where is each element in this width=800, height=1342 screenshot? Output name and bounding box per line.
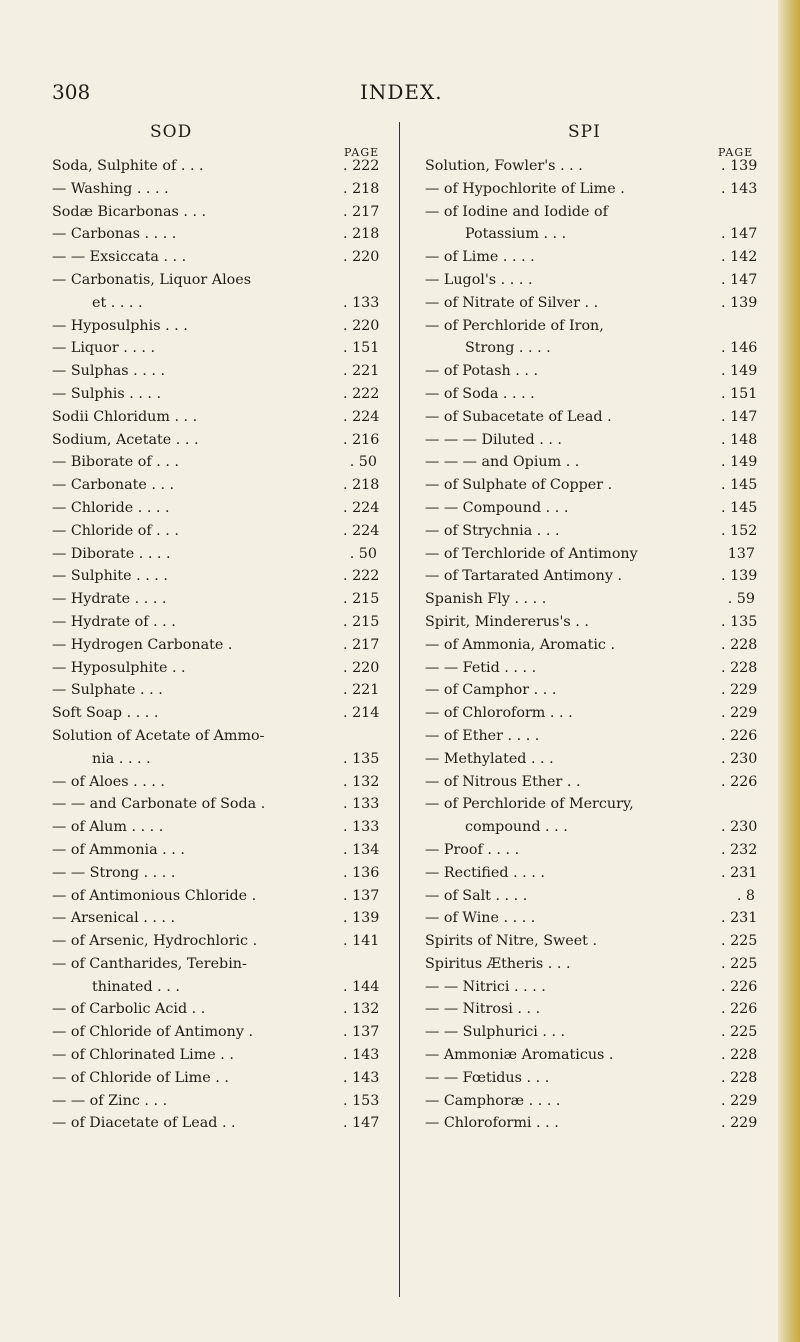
entry-page: 137 <box>727 545 755 562</box>
index-entry <box>52 223 380 246</box>
entry-page: . 147 <box>721 226 758 243</box>
entry-page: . 222 <box>343 158 380 174</box>
entry-page: . 218 <box>343 180 380 197</box>
index-entry <box>425 269 758 292</box>
entry-text: — of Nitrous Ether . . <box>425 773 581 790</box>
entry-page: . 225 <box>721 955 758 972</box>
entry-page: . 229 <box>721 705 758 722</box>
index-entry <box>425 793 755 816</box>
index-entry <box>52 907 380 930</box>
index-entry <box>52 657 380 680</box>
index-entry <box>425 930 758 953</box>
entry-page: . 218 <box>343 477 380 494</box>
column-divider <box>399 122 400 1297</box>
index-entry <box>425 178 758 201</box>
entry-text: — of Diacetate of Lead . . <box>52 1115 236 1132</box>
entry-text: nia . . . . <box>92 750 151 767</box>
entry-page: . 139 <box>721 158 758 174</box>
index-entry <box>52 565 380 588</box>
entry-page: . 59 <box>727 591 755 608</box>
index-entry <box>52 793 380 816</box>
index-entry <box>52 406 380 429</box>
entry-text: — Hydrate . . . . <box>52 591 167 608</box>
entry-text: Strong . . . . <box>465 340 551 357</box>
index-entry <box>425 588 755 611</box>
index-entry <box>425 451 758 474</box>
entry-text: — — — Diluted . . . <box>425 431 562 448</box>
entry-page: . 143 <box>343 1069 380 1086</box>
entry-page: . 132 <box>343 773 380 790</box>
index-entry <box>425 543 755 566</box>
entry-text: — Sulphis . . . . <box>52 385 162 402</box>
index-entry <box>52 269 377 292</box>
entry-text: — — Fœtidus . . . <box>425 1069 550 1086</box>
index-entry <box>425 1067 758 1090</box>
entry-page: . 228 <box>721 636 758 653</box>
entry-page: . 220 <box>343 317 380 334</box>
entry-text: — — of Zinc . . . <box>52 1092 168 1109</box>
right-page-label: PAGE <box>718 146 754 159</box>
entry-text: — of Chlorinated Lime . . <box>52 1047 234 1064</box>
entry-page: . 149 <box>721 454 758 471</box>
entry-page: . 135 <box>343 750 380 767</box>
index-entry <box>425 839 758 862</box>
index-entry <box>425 679 758 702</box>
entry-text: Spirits of Nitre, Sweet . <box>425 933 597 950</box>
index-entry <box>425 406 758 429</box>
entry-text: — — and Carbonate of Soda . <box>52 796 266 813</box>
entry-text: Solution of Acetate of Ammo- <box>52 727 265 744</box>
page-edge <box>778 0 800 1342</box>
entry-text: — of Ammonia . . . <box>52 841 185 858</box>
entry-page: . 148 <box>721 431 758 448</box>
entry-text: — of Antimonious Chloride . <box>52 887 257 904</box>
entry-page: . 225 <box>721 1024 758 1041</box>
entry-page: . 137 <box>343 887 380 904</box>
entry-page: . 137 <box>343 1024 380 1041</box>
entry-page: . 151 <box>721 385 758 402</box>
index-entry <box>52 998 380 1021</box>
index-entry <box>425 246 758 269</box>
entry-text: — Chloroformi . . . <box>425 1115 559 1132</box>
entry-page: . 139 <box>721 568 758 585</box>
entry-text: — Hyposulphite . . <box>52 659 186 676</box>
entry-text: Potassium . . . <box>465 226 567 243</box>
entry-text: — — Exsiccata . . . <box>52 249 187 266</box>
entry-page: . 133 <box>343 294 380 311</box>
index-entry <box>52 1090 380 1113</box>
entry-text: — of Arsenic, Hydrochloric . <box>52 933 258 950</box>
entry-text: — of Wine . . . . <box>425 910 536 927</box>
entry-text: — Camphoræ . . . . <box>425 1092 561 1109</box>
left-column-entries <box>52 155 380 1135</box>
entry-text: — Carbonatis, Liquor Aloes <box>52 271 252 288</box>
index-entry <box>425 497 758 520</box>
entry-page: . 220 <box>343 659 380 676</box>
entry-text: — Carbonas . . . . <box>52 226 177 243</box>
index-entry <box>52 383 380 406</box>
entry-text: — of Sulphate of Copper . <box>425 477 613 494</box>
entry-text: Sodæ Bicarbonas . . . <box>52 203 207 220</box>
index-entry <box>52 1067 380 1090</box>
index-entry <box>425 1021 758 1044</box>
index-entry <box>425 862 758 885</box>
index-entry <box>52 976 380 999</box>
index-entry <box>52 611 380 634</box>
entry-text: — Hydrate of . . . <box>52 613 176 630</box>
running-head: INDEX. <box>360 80 443 104</box>
index-entry <box>425 816 758 839</box>
entry-text: — of Ammonia, Aromatic . <box>425 636 615 653</box>
entry-text: — Diborate . . . . <box>52 545 171 562</box>
index-entry <box>52 520 380 543</box>
entry-text: — Rectified . . . . <box>425 864 545 881</box>
entry-text: — of Soda . . . . <box>425 385 535 402</box>
entry-text: — — Fetid . . . . <box>425 659 537 676</box>
index-entry <box>52 543 377 566</box>
index-entry <box>425 953 758 976</box>
entry-text: — — Compound . . . <box>425 499 569 516</box>
entry-text: — of Camphor . . . <box>425 682 557 699</box>
index-entry <box>52 360 380 383</box>
index-entry <box>52 588 380 611</box>
entry-page: . 133 <box>343 796 380 813</box>
entry-page: . 139 <box>721 294 758 311</box>
entry-text: — Sulphite . . . . <box>52 568 168 585</box>
entry-page: . 220 <box>343 249 380 266</box>
entry-text: Soda, Sulphite of . . . <box>52 158 204 174</box>
entry-text: — — Nitrosi . . . <box>425 1001 541 1018</box>
entry-text: thinated . . . <box>92 978 180 995</box>
entry-page: . 136 <box>343 864 380 881</box>
entry-text: — Chloride . . . . <box>52 499 170 516</box>
entry-page: . 133 <box>343 819 380 836</box>
entry-page: . 142 <box>721 249 758 266</box>
entry-page: . 217 <box>343 636 380 653</box>
entry-text: — of Salt . . . . <box>425 887 528 904</box>
entry-text: — Liquor . . . . <box>52 340 156 357</box>
entry-text: — Sulphate . . . <box>52 682 163 699</box>
index-entry <box>52 634 380 657</box>
entry-page: . 152 <box>721 522 758 539</box>
entry-page: . 149 <box>721 363 758 380</box>
entry-text: — Hyposulphis . . . <box>52 317 188 334</box>
index-entry <box>425 885 755 908</box>
index-entry <box>425 748 758 771</box>
left-column-heading: SOD <box>150 122 193 142</box>
index-entry <box>425 1112 758 1135</box>
entry-page: . 217 <box>343 203 380 220</box>
index-entry <box>425 1044 758 1067</box>
entry-page: . 232 <box>721 841 758 858</box>
entry-text: — of Chloride of Antimony . <box>52 1024 254 1041</box>
entry-page: . 230 <box>721 819 758 836</box>
index-entry <box>52 201 380 224</box>
index-entry <box>52 474 380 497</box>
entry-text: — of Strychnia . . . <box>425 522 560 539</box>
entry-text: Sodii Chloridum . . . <box>52 408 198 425</box>
index-entry <box>425 383 758 406</box>
entry-text: — Biborate of . . . <box>52 454 179 471</box>
entry-page: . 132 <box>343 1001 380 1018</box>
entry-page: . 224 <box>343 522 380 539</box>
entry-page: . 228 <box>721 1047 758 1064</box>
entry-text: — Hydrogen Carbonate . <box>52 636 233 653</box>
index-entry <box>52 839 380 862</box>
entry-page: . 228 <box>721 659 758 676</box>
entry-page: . 226 <box>721 1001 758 1018</box>
entry-text: Spiritus Ætheris . . . <box>425 955 571 972</box>
entry-page: . 143 <box>343 1047 380 1064</box>
index-entry <box>52 1112 380 1135</box>
entry-text: Spanish Fly . . . . <box>425 591 547 608</box>
entry-text: — Washing . . . . <box>52 180 169 197</box>
index-entry <box>425 474 758 497</box>
index-entry <box>425 201 755 224</box>
entry-page: . 222 <box>343 568 380 585</box>
entry-text: compound . . . <box>465 819 568 836</box>
entry-text: — Chloride of . . . <box>52 522 179 539</box>
entry-page: . 222 <box>343 385 380 402</box>
entry-page: . 226 <box>721 978 758 995</box>
index-entry <box>52 930 380 953</box>
entry-text: — Lugol's . . . . <box>425 271 533 288</box>
entry-page: . 224 <box>343 499 380 516</box>
entry-page: . 231 <box>721 864 758 881</box>
entry-text: Soft Soap . . . . <box>52 705 159 722</box>
entry-text: — — Strong . . . . <box>52 864 176 881</box>
entry-text: — of Lime . . . . <box>425 249 535 266</box>
entry-text: — of Cantharides, Terebin- <box>52 955 247 972</box>
entry-page: . 229 <box>721 1092 758 1109</box>
index-entry <box>52 702 380 725</box>
entry-page: . 147 <box>343 1115 380 1132</box>
index-entry <box>425 998 758 1021</box>
entry-page: . 8 <box>736 887 755 904</box>
index-entry <box>52 429 380 452</box>
entry-page: . 153 <box>343 1092 380 1109</box>
entry-text: — — Nitrici . . . . <box>425 978 546 995</box>
entry-page: . 218 <box>343 226 380 243</box>
entry-page: . 50 <box>349 545 377 562</box>
index-entry <box>52 497 380 520</box>
index-entry <box>425 315 755 338</box>
entry-page: . 221 <box>343 682 380 699</box>
index-entry <box>52 1021 380 1044</box>
entry-text: — of Hypochlorite of Lime . <box>425 180 625 197</box>
index-entry <box>52 337 380 360</box>
entry-text: et . . . . <box>92 294 143 311</box>
index-entry <box>52 292 380 315</box>
entry-text: — Methylated . . . <box>425 750 554 767</box>
index-entry <box>425 611 758 634</box>
entry-page: . 215 <box>343 613 380 630</box>
entry-text: — of Nitrate of Silver . . <box>425 294 599 311</box>
index-entry <box>425 337 758 360</box>
index-entry <box>425 725 758 748</box>
index-entry <box>52 885 380 908</box>
entry-text: — of Ether . . . . <box>425 727 540 744</box>
index-entry <box>52 816 380 839</box>
entry-text: — of Perchloride of Iron, <box>425 317 604 334</box>
entry-page: . 135 <box>721 613 758 630</box>
entry-text: — Sulphas . . . . <box>52 363 165 380</box>
entry-text: Spirit, Mindererus's . . <box>425 613 589 630</box>
right-column-entries <box>425 155 758 1135</box>
entry-page: . 144 <box>343 978 380 995</box>
index-entry <box>425 907 758 930</box>
entry-text: Sodium, Acetate . . . <box>52 431 199 448</box>
page-number: 308 <box>52 80 91 104</box>
index-entry <box>425 360 758 383</box>
entry-page: . 147 <box>721 271 758 288</box>
entry-page: . 231 <box>721 910 758 927</box>
index-entry <box>425 1090 758 1113</box>
entry-text: — of Terchloride of Antimony <box>425 545 638 562</box>
entry-text: — Carbonate . . . <box>52 477 175 494</box>
index-entry <box>425 429 758 452</box>
index-entry <box>52 246 380 269</box>
index-entry <box>425 771 758 794</box>
entry-page: . 141 <box>343 933 380 950</box>
index-entry <box>425 702 758 725</box>
entry-text: — — — and Opium . . <box>425 454 580 471</box>
index-entry <box>52 155 380 178</box>
index-entry <box>425 155 758 178</box>
index-entry <box>52 679 380 702</box>
entry-page: . 134 <box>343 841 380 858</box>
entry-page: . 225 <box>721 933 758 950</box>
entry-page: . 139 <box>343 910 380 927</box>
entry-text: — of Iodine and Iodide of <box>425 203 608 220</box>
entry-page: . 221 <box>343 363 380 380</box>
entry-page: . 145 <box>721 499 758 516</box>
entry-page: . 224 <box>343 408 380 425</box>
entry-page: . 229 <box>721 682 758 699</box>
entry-text: — of Tartarated Antimony . <box>425 568 622 585</box>
index-entry <box>425 976 758 999</box>
entry-page: . 151 <box>343 340 380 357</box>
entry-page: . 215 <box>343 591 380 608</box>
entry-page: . 230 <box>721 750 758 767</box>
entry-page: . 50 <box>349 454 377 471</box>
index-entry <box>425 223 758 246</box>
entry-text: — of Subacetate of Lead . <box>425 408 612 425</box>
index-entry <box>52 862 380 885</box>
index-entry <box>425 657 758 680</box>
index-entry <box>52 725 377 748</box>
entry-text: — of Potash . . . <box>425 363 539 380</box>
entry-text: Solution, Fowler's . . . <box>425 158 583 174</box>
index-entry <box>425 520 758 543</box>
index-entry <box>52 315 380 338</box>
index-entry <box>52 451 377 474</box>
entry-page: . 228 <box>721 1069 758 1086</box>
right-column-heading: SPI <box>568 122 601 142</box>
entry-page: . 145 <box>721 477 758 494</box>
index-entry <box>52 1044 380 1067</box>
entry-page: . 147 <box>721 408 758 425</box>
entry-text: — Proof . . . . <box>425 841 520 858</box>
entry-page: . 226 <box>721 727 758 744</box>
entry-page: . 229 <box>721 1115 758 1132</box>
entry-text: — Arsenical . . . . <box>52 910 176 927</box>
index-entry <box>425 634 758 657</box>
index-entry <box>425 292 758 315</box>
index-entry <box>52 953 377 976</box>
entry-text: — of Perchloride of Mercury, <box>425 796 634 813</box>
index-entry <box>52 771 380 794</box>
index-entry <box>52 178 380 201</box>
entry-page: . 216 <box>343 431 380 448</box>
entry-text: — of Alum . . . . <box>52 819 164 836</box>
entry-text: — — Sulphurici . . . <box>425 1024 566 1041</box>
entry-page: . 214 <box>343 705 380 722</box>
entry-text: — Ammoniæ Aromaticus . <box>425 1047 614 1064</box>
entry-text: — of Aloes . . . . <box>52 773 165 790</box>
entry-text: — of Chloroform . . . <box>425 705 573 722</box>
entry-page: . 143 <box>721 180 758 197</box>
index-entry <box>425 565 758 588</box>
index-entry <box>52 748 380 771</box>
entry-text: — of Chloride of Lime . . <box>52 1069 229 1086</box>
entry-page: . 146 <box>721 340 758 357</box>
left-page-label: PAGE <box>344 146 380 159</box>
entry-text: — of Carbolic Acid . . <box>52 1001 206 1018</box>
entry-page: . 226 <box>721 773 758 790</box>
